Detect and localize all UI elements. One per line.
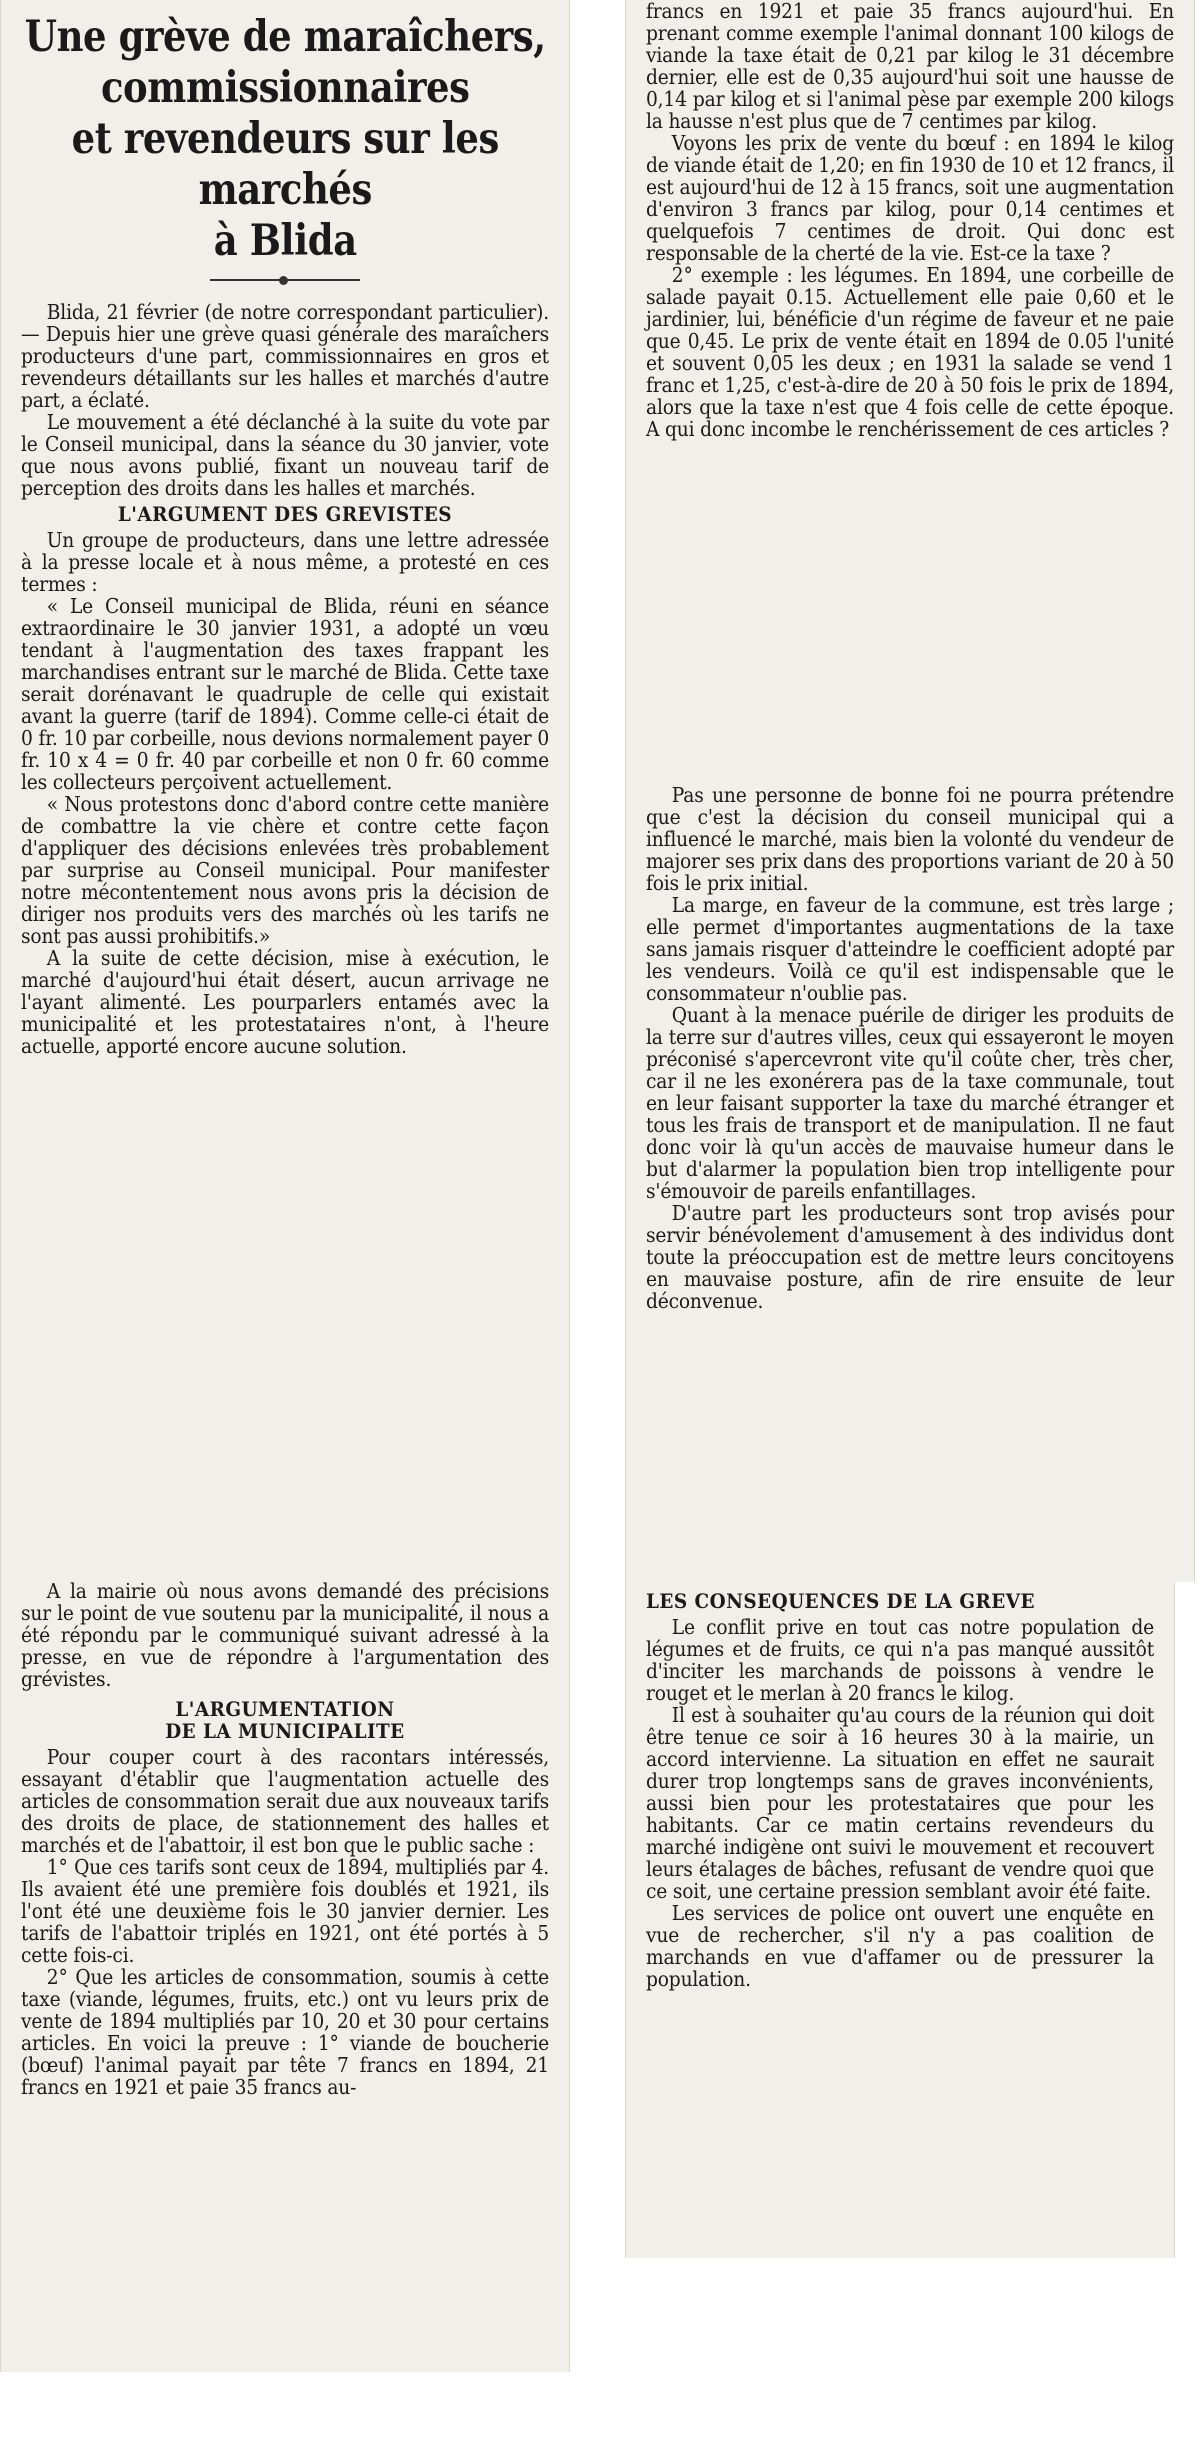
section-heading: LES CONSEQUENCES DE LA GREVE	[646, 1589, 1035, 1613]
article-column-right-bottom	[625, 1582, 1175, 2258]
paragraph: Voyons les prix de vente du bœuf : en 1894 le kilog de viande était de 1,20; en fin 1930 de 10 et 12 francs, il est aujourd'hui de 12 à 15 francs, soit une augmentation d'environ 3 francs par kilog, pour 0,14 centimes et quelquefois 7 centimes de droit. Qui donc est responsable de la cherté de la vie. Est-ce la taxe ?	[646, 131, 1175, 265]
article-column-left-bottom	[0, 1572, 570, 2372]
paragraph: Il est à souhaiter qu'au cours de la réunion qui doit être tenue ce soir à 16 heures 30 à la mairie, un accord intervienne. La situation en effet ne saurait durer trop longtemps sans de graves inconvénients, aussi bien pour les protestataires que pour les habitants. Car ce matin certains revendeurs du marché indigène ont suivi le mouvement et recouvert leurs étalages de bâches, refusant de vendre quoi que ce soit, une certaine pression semblant avoir été faite.	[646, 1703, 1155, 1903]
paragraph: La marge, en faveur de la commune, est très large ; elle permet d'importantes augmentations de la taxe sans jamais risquer d'atteindre le coefficient adopté par les vendeurs. Voilà ce qu'il est indispensable que le consommateur n'oublie pas.	[646, 893, 1175, 1005]
paragraph: Quant à la menace puérile de diriger les produits de la terre sur d'autres villes, ceux qui essayeront le moyen préconisé s'apercevront vite qu'il coûte cher, très cher, car il ne les exonérera pas de la taxe communale, tout en leur faisant supporter la taxe du marché étranger et tous les frais de transport et de manipulation. Il ne faut donc voir là qu'un accès de mauvaise humeur dans le but d'alarmer la population bien trop intelligente pour s'émouvoir de pareils enfantillages.	[646, 1003, 1175, 1203]
paragraph: Pas une personne de bonne foi ne pourra prétendre que c'est la décision du conseil municipal qui a influencé le marché, mais bien la volonté du vendeur de majorer ses prix dans des proportions variant de 20 à 50 fois le prix initial.	[646, 783, 1175, 895]
section-heading: L'ARGUMENT DES GREVISTES	[117, 502, 453, 526]
paragraph: Un groupe de producteurs, dans une lettre adressée à la presse locale et à nous même, a protesté en ces termes :	[21, 528, 550, 596]
paragraph: Blida, 21 février (de notre correspondant particulier). — Depuis hier une grève quasi générale des maraîchers producteurs d'une part, commissionnaires en gros et revendeurs détaillants sur les halles et marchés d'autre part, a éclaté.	[21, 300, 550, 412]
headline-line-4: à Blida	[213, 216, 357, 266]
section-heading-line-1: L'ARGUMENTATION	[175, 1697, 395, 1721]
article-column-left-top	[0, 0, 570, 1572]
section-heading-line-2: DE LA MUNICIPALITE	[165, 1719, 405, 1743]
paragraph: A la suite de cette décision, mise à exécution, le marché d'aujourd'hui était désert, aucun arrivage ne l'ayant alimenté. Les pourparlers entamés avec la municipalité et les protestataires n'ont, à l'heure actuelle, apporté encore aucune solution.	[21, 946, 550, 1058]
paragraph: Les services de police ont ouvert une enquête en vue de rechercher, s'il n'y a pas coalition de marchands en vue d'affamer ou de pressurer la population.	[646, 1901, 1155, 1991]
paragraph: Pour couper court à des racontars intéressés, essayant d'établir que l'augmentation actuelle des articles de consommation serait due aux nouveaux tarifs des droits de place, de stationnement des halles et marchés et de l'abattoir, il est bon que le public sache :	[21, 1745, 550, 1857]
paragraph: A la mairie où nous avons demandé des précisions sur le point de vue soutenu par la municipalité, il nous a été répondu par le communiqué suivant adressé à la presse, en vue de répondre à l'argumentation des grévistes.	[21, 1579, 550, 1691]
article-column-right-middle	[625, 776, 1195, 1582]
paragraph: 1° Que ces tarifs sont ceux de 1894, multipliés par 4. Ils avaient été une première fois doublés et 1921, ils l'ont été une deuxième fois le 30 janvier dernier. Les tarifs de l'abattoir triplés en 1921, ont été portés à 5 cette fois-ci.	[21, 1855, 550, 1967]
headline-line-3: et revendeurs sur les marchés	[71, 114, 499, 215]
headline-divider	[210, 279, 360, 281]
paragraph: 2° exemple : les légumes. En 1894, une corbeille de salade payait 0.15. Actuellement elle paie 0,60 et le jardinier, lui, bénéficie d'un régime de faveur et ne paie que 0,45. Le prix de vente était en 1894 de 0.05 l'unité et souvent 0,05 les deux ; en 1931 la salade se vend 1 franc et 1,25, c'est-à-dire de 20 à 50 fois le prix de 1894, alors que la taxe n'est que 4 fois celle de cette époque. A qui donc incombe le renchérissement de ces articles ?	[646, 263, 1175, 441]
paragraph: Le conflit prive en tout cas notre population de légumes et de fruits, ce qui n'a pas manqué aussitôt d'inciter les marchands de poissons à vendre le rouget et le merlan à 20 francs le kilog.	[646, 1615, 1155, 1705]
headline	[21, 12, 549, 267]
paragraph: « Le Conseil municipal de Blida, réuni en séance extraordinaire le 30 janvier 1931, a adopté un vœu tendant à l'augmentation des taxes frappant les marchandises entrant sur le marché de Blida. Cette taxe serait dorénavant le quadruple de celle qui existait avant la guerre (tarif de 1894). Comme celle-ci était de 0 fr. 10 par corbeille, nous devions normalement payer 0 fr. 10 x 4 = 0 fr. 40 par corbeille et non 0 fr. 60 comme les collecteurs perçoivent actuellement.	[21, 594, 550, 794]
paragraph: D'autre part les producteurs sont trop avisés pour servir bénévolement d'amusement à des individus dont toute la préoccupation est de mettre leurs concitoyens en mauvaise posture, afin de rire ensuite de leur déconvenue.	[646, 1201, 1175, 1313]
paragraph: francs en 1921 et paie 35 francs aujourd'hui. En prenant comme exemple l'animal donnant 100 kilogs de viande la taxe était de 0,21 par kilog le 31 décembre dernier, elle est de 0,35 aujourd'hui soit une hausse de 0,14 par kilog et si l'animal pèse par exemple 200 kilogs la hausse n'est plus que de 7 centimes par kilog.	[646, 0, 1175, 133]
paragraph: Le mouvement a été déclanché à la suite du vote par le Conseil municipal, dans la séance du 30 janvier, vote que nous avons publié, fixant un nouveau tarif de perception des droits dans les halles et marchés.	[21, 410, 550, 500]
headline-line-2: commissionnaires	[100, 63, 470, 113]
paragraph: 2° Que les articles de consommation, soumis à cette taxe (viande, légumes, fruits, etc.) ont vu leurs prix de vente de 1894 multipliés par 10, 20 et 30 pour certains articles. En voici la preuve : 1° viande de boucherie (bœuf) l'animal payait par tête 7 francs en 1894, 21 francs en 1921 et paie 35 francs au-	[21, 1965, 550, 2099]
paragraph: « Nous protestons donc d'abord contre cette manière de combattre la vie chère et contre cette façon d'appliquer des décisions enlevées très probablement par surprise au Conseil municipal. Pour manifester notre mécontentement nous avons pris la décision de diriger nos produits vers des marchés où les tarifs ne sont pas aussi prohibitifs.»	[21, 792, 550, 948]
headline-line-1: Une grève de maraîchers,	[24, 12, 546, 62]
divider-dot-icon	[279, 276, 288, 285]
article-column-right-top	[625, 0, 1195, 776]
